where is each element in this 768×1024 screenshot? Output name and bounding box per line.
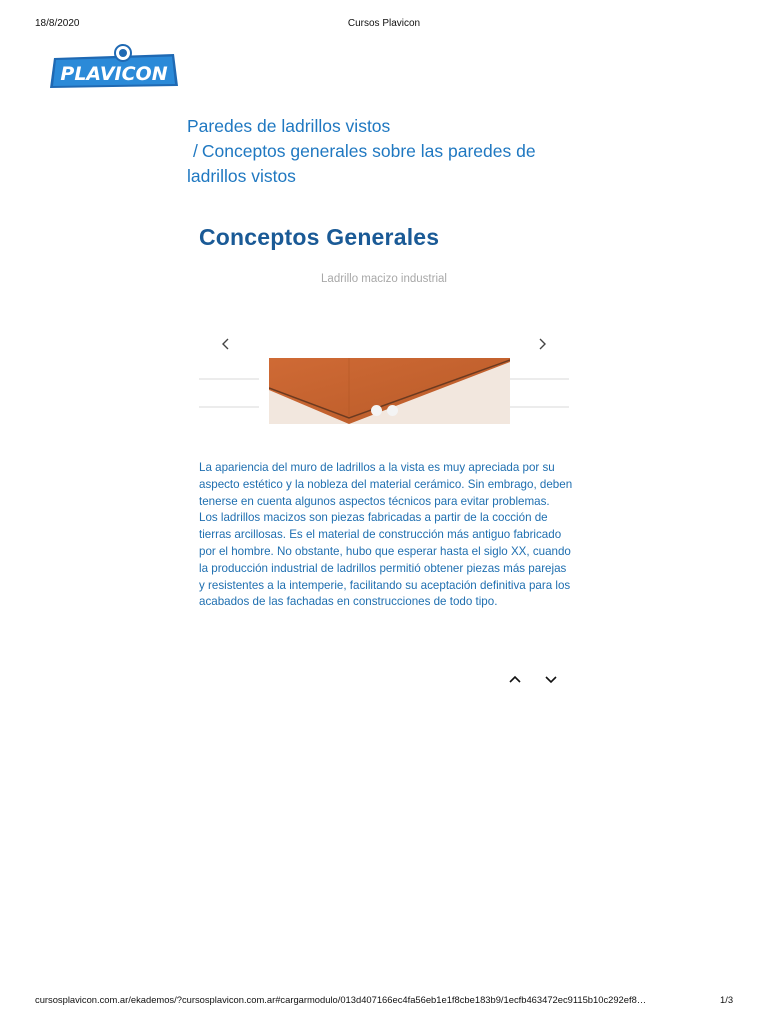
chevron-left-icon[interactable]: [218, 336, 234, 352]
chevron-right-icon[interactable]: [534, 336, 550, 352]
breadcrumb: [187, 114, 577, 189]
print-date: 18/8/2020: [35, 18, 80, 29]
carousel-slide: [199, 358, 569, 424]
module-title: Conceptos Generales: [199, 224, 440, 250]
breadcrumb-current-link[interactable]: Conceptos generales sobre las paredes de ladrillos vistos: [187, 141, 536, 186]
carousel-dot-2[interactable]: [387, 405, 398, 416]
print-url: cursosplavicon.com.ar/ekademos/?cursosplavicon.com.ar#cargarmodulo/013d407166ec4fa56eb1e1f8cbe183b9/1ecfb463472ec9115b10c292ef8…: [35, 994, 647, 1005]
paragraph-2: Los ladrillos macizos son piezas fabricadas a partir de la cocción de tierras arcillosas. Es el material de construcción más antiguo fabricado por el hombre. No obstante, hubo que esperar hasta el siglo XX, cuando la producción industrial de ladrillos permitió obtener piezas más parejas y resistentes a la intemperie, facilitando su aceptación definitiva para los acabados de las fachadas en construcciones de todo tipo.: [199, 511, 571, 609]
chevron-up-icon[interactable]: [507, 671, 523, 687]
print-page-number: 1/3: [720, 994, 734, 1005]
next-slide-preview: [509, 378, 569, 418]
carousel-dot-1[interactable]: [371, 405, 382, 416]
print-title: Cursos Plavicon: [347, 18, 421, 29]
carousel-dots: [371, 403, 403, 414]
svg-text:PLAVICON: PLAVICON: [60, 63, 168, 85]
content-text: [199, 460, 574, 611]
previous-slide-preview: [199, 378, 259, 418]
chevron-down-icon[interactable]: [543, 671, 559, 687]
plavicon-logo[interactable]: [50, 44, 178, 88]
breadcrumb-parent-link[interactable]: Paredes de ladrillos vistos: [187, 116, 391, 136]
paragraph-1: La apariencia del muro de ladrillos a la vista es muy apreciada por su aspecto estético y la nobleza del material cerámico. Sin embrago, deben tenerse en cuenta algunos aspectos técnicos para evitar problemas.: [199, 461, 573, 508]
breadcrumb-separator: /: [193, 141, 198, 161]
slide-caption: Ladrillo macizo industrial: [321, 273, 447, 285]
